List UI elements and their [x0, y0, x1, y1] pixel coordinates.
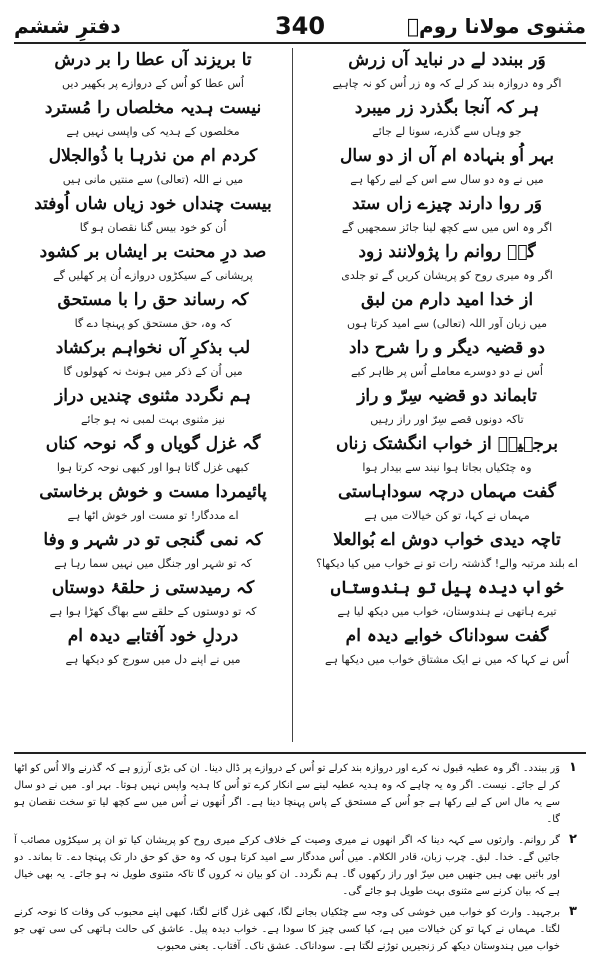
couplet [308, 286, 586, 334]
couplet [14, 478, 292, 526]
footnote-separator [14, 752, 586, 754]
footnote-number: ۲ [569, 832, 577, 847]
urdu-translation: اے مددگار! تو مست اور خوش اٹھا ہے [67, 509, 239, 522]
column-divider [292, 48, 293, 742]
page-number: 340 [274, 12, 326, 40]
couplet [308, 526, 586, 574]
persian-verse: وَر ببندد لے در نباید آں زرش [348, 50, 546, 70]
persian-verse: خواب دیدہ پیل تو ہندوستاں [330, 578, 564, 598]
urdu-translation: میں زبان آور اللہ (تعالی) سے امید کرتا ہوں [347, 317, 547, 330]
couplet [308, 46, 586, 94]
couplet [308, 142, 586, 190]
left-verse-column [14, 46, 292, 750]
couplet [14, 94, 292, 142]
book-title: مثنوی مولانا رومؒ [407, 14, 586, 38]
urdu-translation: میں اُن کے ذکر میں ہونٹ نہ کھولوں گا [63, 365, 243, 378]
persian-verse: گرؔ روانم را پژولانند زود [358, 242, 536, 262]
couplet [14, 334, 292, 382]
couplet [308, 574, 586, 622]
couplet [14, 526, 292, 574]
persian-verse: گفت مہماں درچہ سوداہاستی [338, 482, 556, 502]
urdu-translation: اُس عطا کو اُس کے دروازے پر بکھیر دیں [62, 77, 244, 90]
urdu-translation: کہ تو دوستوں کے حلقے سے بھاگ کھڑا ہوا ہے [49, 605, 257, 618]
footnote-number: ۱ [569, 760, 577, 775]
persian-verse: تاچہ دیدی خواب دوش اے بُوالعلا [333, 530, 561, 550]
persian-verse: برجہیدؔ از خواب انگشتک زناں [336, 434, 558, 454]
page-header [14, 12, 586, 44]
couplet [308, 94, 586, 142]
couplet [308, 334, 586, 382]
persian-verse: بیست چنداں خود زیاں شاں اُوفتد [34, 194, 272, 214]
footnotes [14, 760, 586, 960]
verse-columns [14, 46, 586, 750]
persian-verse: کہ رمیدستی ز حلقۂ دوستاں [51, 578, 255, 598]
urdu-translation: اے بلند مرتبہ والے! گذشتہ رات تو نے خواب میں کیا دیکھا؟ [316, 557, 578, 570]
urdu-translation: اگر وہ دروازہ بند کر لے کہ وہ زر اُس کو نہ چاہیے [332, 77, 562, 90]
couplet [14, 142, 292, 190]
right-verse-column [308, 46, 586, 750]
couplet [14, 46, 292, 94]
urdu-translation: میں نے اپنے دل میں سورج کو دیکھا ہے [65, 653, 241, 666]
couplet [308, 430, 586, 478]
couplet [308, 238, 586, 286]
couplet [308, 478, 586, 526]
couplet [14, 622, 292, 670]
couplet [14, 382, 292, 430]
footnote-text: گر روانم۔ وارثوں سے کہہ دینا کہ اگر انھوں نے میری وصیت کے خلاف کرکے میری روح کو پریشان کیا تو ان پر سیکڑوں مصائب آ جائیں گے۔ خدا۔ لبق۔ چرب زبان، قادر الکلام۔ میں اُس مددگار سے امید کرتا ہوں کہ وہ حق کو حق دار تک پہنچا دے۔ تا بماند۔ دو اور باتیں بھی ہیں جنھیں میں سِرّ اور راز رکھوں گا۔ ہم نگردد۔ ان کو بیان نہ کروں گا تاکہ مثنوی طویل نہ ہو جائے۔ یہ بھی خیال ہے کہ بیان کرنے سے مثنوی بہت طویل ہو جائے گی۔ [14, 835, 560, 897]
couplet [14, 286, 292, 334]
persian-verse: دردلِ خود آفتابے دیدہ ام [67, 626, 239, 646]
urdu-translation: اُس نے کہا کہ میں نے ایک مشتاق خواب میں دیکھا ہے [325, 653, 569, 666]
urdu-translation: پریشانی کے سیکڑوں دروازے اُن پر کھلیں گے [53, 269, 253, 282]
urdu-translation: وہ چٹکیاں بجاتا ہوا نیند سے بیدار ہوا [362, 461, 532, 474]
urdu-translation: نیز مثنوی بہت لمبی نہ ہو جائے [80, 413, 226, 426]
persian-verse: تابماند دو قضیہ سِرّ و راز [357, 386, 537, 406]
persian-verse: کردم ام من نذرہا با ذُوالجلال [48, 146, 258, 166]
couplet [308, 190, 586, 238]
urdu-translation: کہ تو شہر اور جنگل میں نہیں سما رہا ہے [54, 557, 252, 570]
urdu-translation: جو وہاں سے گذرے، سونا لے جائے [372, 125, 522, 138]
persian-verse: لب بذکرِ آں نخواہم برکشاد [55, 338, 251, 358]
persian-verse: گہ غزل گویاں و گہ نوحہ کناں [45, 434, 261, 454]
couplet [308, 382, 586, 430]
urdu-translation: اُس نے دو دوسرے معاملے اُس پر ظاہر کیے [351, 365, 543, 378]
urdu-translation: مہماں نے کہا، تو کن خیالات میں ہے [364, 509, 530, 522]
couplet [14, 238, 292, 286]
persian-verse: بہر اُو بنہادہ ام آں از دو سال [340, 146, 554, 166]
footnote [14, 832, 586, 900]
couplet [14, 430, 292, 478]
persian-verse: دو قضیہ دیگر و را شرح داد [349, 338, 545, 358]
urdu-translation: مخلصوں کے ہدیہ کی واپسی نہیں ہے [66, 125, 240, 138]
urdu-translation: میں نے وہ دو سال سے اس کے لیے رکھا ہے [350, 173, 544, 186]
persian-verse: پائیمردا مست و خوش برخاستی [39, 482, 267, 502]
urdu-translation: اگر وہ اس میں سے کچھ لینا جائز سمجھیں گے [341, 221, 553, 234]
footnote [14, 904, 586, 956]
persian-verse: تا بریزند آں عطا را بر درش [54, 50, 252, 70]
persian-verse: کہ رساند حق را با مستحق [57, 290, 249, 310]
urdu-translation: کبھی غزل گاتا ہوا اور کبھی نوحہ کرتا ہوا [56, 461, 250, 474]
urdu-translation: اگر وہ میری روح کو پریشان کریں گے تو جلدی [341, 269, 553, 282]
persian-verse: صد درِ محنت بر ایشاں بر کشود [39, 242, 267, 262]
persian-verse: نیست ہدیہ مخلصاں را مُسترد [44, 98, 262, 118]
couplet [308, 622, 586, 670]
couplet [14, 190, 292, 238]
urdu-translation: تیرے ہاتھی نے ہندوستان، خواب میں دیکھ لیا ہے [337, 605, 557, 618]
persian-verse: ہم نگردد مثنوی چندیں دراز [55, 386, 251, 406]
persian-verse: کہ نمی گنجی تو در شہر و وفا [43, 530, 263, 550]
footnote-text: برجہید۔ وارث کو خواب میں خوشی کی وجہ سے چٹکیاں بجانے لگا، کبھی غزل گانے لگتا، کبھی اپنے محبوب کی وفات کا نوحہ کرنے لگتا۔ مہماں نے کہا تو کن خیالات میں ہے، کیا کسی چیز کا سودا ہے۔ خواب دیدہ پیل۔ عاشق کی حالت ہاتھی کی سی تھی جو خواب میں ہندوستان دیکھ کر زنجیریں توڑنے لگتا ہے۔ سوداناک۔ عشق ناک۔ آفتاب۔ یعنی محبوب [14, 907, 560, 952]
footnote-text: وَر ببندد۔ اگر وہ عطیہ قبول نہ کرے اور دروازہ بند کرلے تو اُس کے دروازے پر ڈال دینا۔ ان کی بڑی آرزو ہے کہ گذرنے والا اُس کو اٹھا کر لے جائے۔ نیست۔ اگر وہ یہ چاہے کہ وہ ہدیہ عطیہ لینے سے انکار کرے تو اُس کا ہدیہ واپس نہیں ہوتا۔ بہر او۔ میں نے دو سال سے یہ مال اس کے لیے رکھا ہے جو اُس کے مستحق کے پاس پہنچا دینا ہے۔ اگر اُنھوں نے اُس میں سے کچھ لیا تو سخت نقصان ہو گا۔ [14, 763, 560, 825]
urdu-translation: اُن کو خود بیس گنا نقصان ہو گا [79, 221, 227, 234]
couplet [14, 574, 292, 622]
persian-verse: وَر روا دارند چیزے زاں ستد [351, 194, 542, 214]
urdu-translation: تاکہ دونوں قصے سِرّ اور راز رہیں [370, 413, 524, 426]
persian-verse: ہر کہ آنجا بگذرد زر میبرد [354, 98, 540, 118]
persian-verse: گفت سوداناک خوابے دیدہ ام [345, 626, 549, 646]
footnote-number: ۳ [569, 904, 577, 919]
urdu-translation: کہ وہ، حق مستحق کو پہنچا دے گا [74, 317, 232, 330]
book-volume: دفترِ ششم [14, 14, 121, 38]
persian-verse: از خدا امید دارم من لبق [360, 290, 534, 310]
urdu-translation: میں نے اللہ (تعالی) سے منتیں مانی ہیں [62, 173, 244, 186]
footnote [14, 760, 586, 828]
